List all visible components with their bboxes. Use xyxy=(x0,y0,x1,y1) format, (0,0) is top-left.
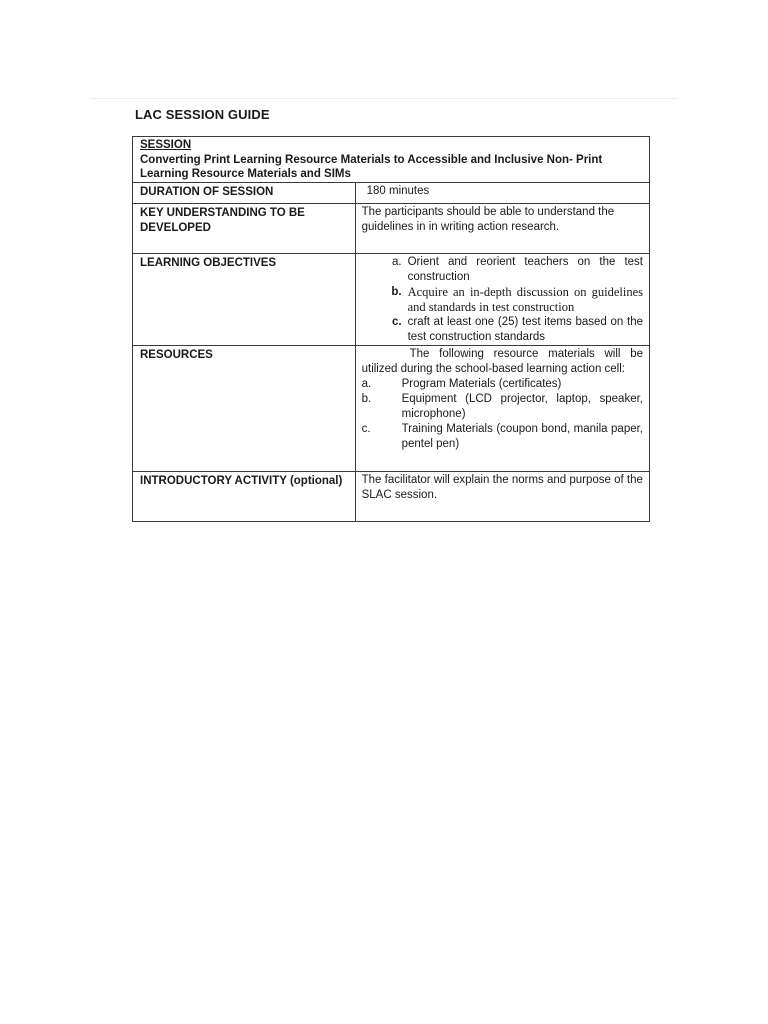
key-understanding-row xyxy=(133,203,650,253)
session-cell xyxy=(133,137,650,183)
session-guide-table xyxy=(132,136,650,522)
session-heading: SESSION xyxy=(140,139,192,151)
objective-marker: b. xyxy=(391,285,402,298)
introductory-activity-value: The facilitator will explain the norms and purpose of the SLAC session. xyxy=(355,471,649,521)
session-title: Converting Print Learning Resource Materials to Accessible and Inclusive Non- Print Learning Resource Materials and SIMs xyxy=(140,153,603,180)
learning-objectives-cell xyxy=(355,253,649,345)
resource-marker: c. xyxy=(361,422,371,435)
resource-text: Equipment (LCD projector, laptop, speaker, microphone) xyxy=(401,392,643,420)
learning-objectives-label: LEARNING OBJECTIVES xyxy=(133,253,356,345)
list-item xyxy=(362,315,643,345)
objective-marker: a. xyxy=(392,255,402,268)
document-title: LAC SESSION GUIDE xyxy=(135,107,270,122)
objective-text: Orient and reorient teachers on the test construction xyxy=(407,255,643,283)
resources-intro: The following resource materials will be utilized during the school-based learning action cell: xyxy=(361,347,643,375)
session-row xyxy=(133,137,650,183)
resources-row xyxy=(133,345,650,471)
resources-cell xyxy=(355,345,649,471)
page-top-divider xyxy=(90,98,678,99)
list-item xyxy=(362,285,643,315)
key-understanding-value: The participants should be able to understand the guidelines in in writing action research. xyxy=(355,203,649,253)
introductory-activity-label: INTRODUCTORY ACTIVITY (optional) xyxy=(133,471,356,521)
resource-marker: b. xyxy=(361,392,372,405)
objective-marker: c. xyxy=(392,315,402,328)
list-item xyxy=(362,422,643,452)
resource-text: Training Materials (coupon bond, manila paper, pentel pen) xyxy=(401,422,643,450)
objectives-list xyxy=(362,255,643,345)
duration-row xyxy=(133,182,650,203)
resources-label: RESOURCES xyxy=(133,345,356,471)
introductory-activity-row xyxy=(133,471,650,521)
list-item xyxy=(362,377,643,392)
key-understanding-label: KEY UNDERSTANDING TO BE DEVELOPED xyxy=(133,203,356,253)
objective-text: craft at least one (25) test items based on the test construction standards xyxy=(407,315,643,343)
duration-value: 180 minutes xyxy=(355,182,649,203)
duration-label: DURATION OF SESSION xyxy=(133,182,356,203)
resource-text: Program Materials (certificates) xyxy=(401,377,562,390)
list-item xyxy=(362,392,643,422)
resource-marker: a. xyxy=(361,377,372,390)
learning-objectives-row xyxy=(133,253,650,345)
objective-text: Acquire an in-depth discussion on guidelines and standards in test construction xyxy=(407,284,643,314)
list-item xyxy=(362,255,643,285)
